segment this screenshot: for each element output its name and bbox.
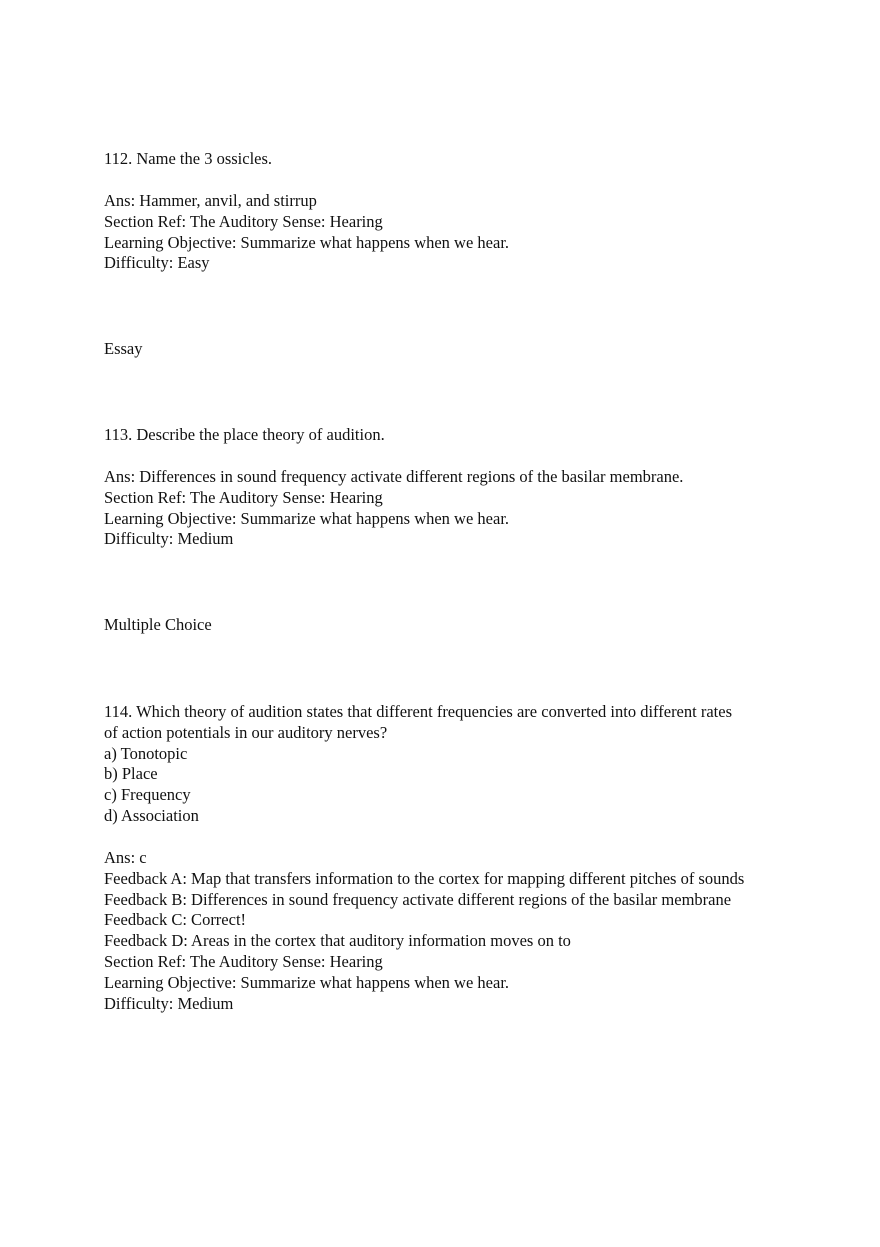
- answer-text: Ans: Hammer, anvil, and stirrup: [104, 191, 317, 210]
- heading-text: Essay: [104, 339, 143, 358]
- heading-text: Multiple Choice: [104, 615, 212, 634]
- feedback-d: Feedback D: Areas in the cortex that auditory information moves on to: [104, 931, 571, 951]
- section-ref: Section Ref: The Auditory Sense: Hearing: [104, 951, 383, 971]
- option-b: b) Place: [104, 764, 158, 784]
- question-text-line-2: of action potentials in our auditory nerves?: [104, 722, 388, 742]
- option-a: a) Tonotopic: [104, 743, 188, 763]
- question-text-line-1: 114. Which theory of audition states that different frequencies are converted into different rates: [104, 702, 732, 721]
- difficulty: Difficulty: Medium: [104, 529, 234, 549]
- feedback-c: Feedback C: Correct!: [104, 910, 247, 930]
- question-text: 113. Describe the place theory of audition.: [104, 425, 385, 444]
- difficulty: Difficulty: Medium: [104, 993, 234, 1013]
- question-text: 112. Name the 3 ossicles.: [104, 149, 273, 168]
- answer-text: Ans: Differences in sound frequency activate different regions of the basilar membrane.: [104, 467, 684, 486]
- difficulty: Difficulty: Easy: [104, 253, 210, 273]
- section-heading-multiple-choice: [104, 615, 804, 636]
- learning-objective: Learning Objective: Summarize what happens when we hear.: [104, 232, 510, 252]
- answer-block-112: [104, 191, 804, 274]
- option-d: d) Association: [104, 805, 199, 825]
- section-ref: Section Ref: The Auditory Sense: Hearing: [104, 211, 383, 231]
- learning-objective: Learning Objective: Summarize what happens when we hear.: [104, 972, 510, 992]
- feedback-b: Feedback B: Differences in sound frequency activate different regions of the basilar membrane: [104, 889, 732, 909]
- feedback-a: Feedback A: Map that transfers information to the cortex for mapping different pitches of sounds: [104, 868, 745, 888]
- option-c: c) Frequency: [104, 785, 191, 805]
- question-114: [104, 702, 804, 827]
- learning-objective: Learning Objective: Summarize what happens when we hear.: [104, 508, 510, 528]
- answer-text: Ans: c: [104, 848, 147, 867]
- question-113: [104, 425, 804, 446]
- section-heading-essay: [104, 339, 804, 360]
- question-112: [104, 149, 804, 170]
- answer-block-113: [104, 467, 804, 550]
- answer-block-114: [104, 848, 804, 1014]
- section-ref: Section Ref: The Auditory Sense: Hearing: [104, 487, 383, 507]
